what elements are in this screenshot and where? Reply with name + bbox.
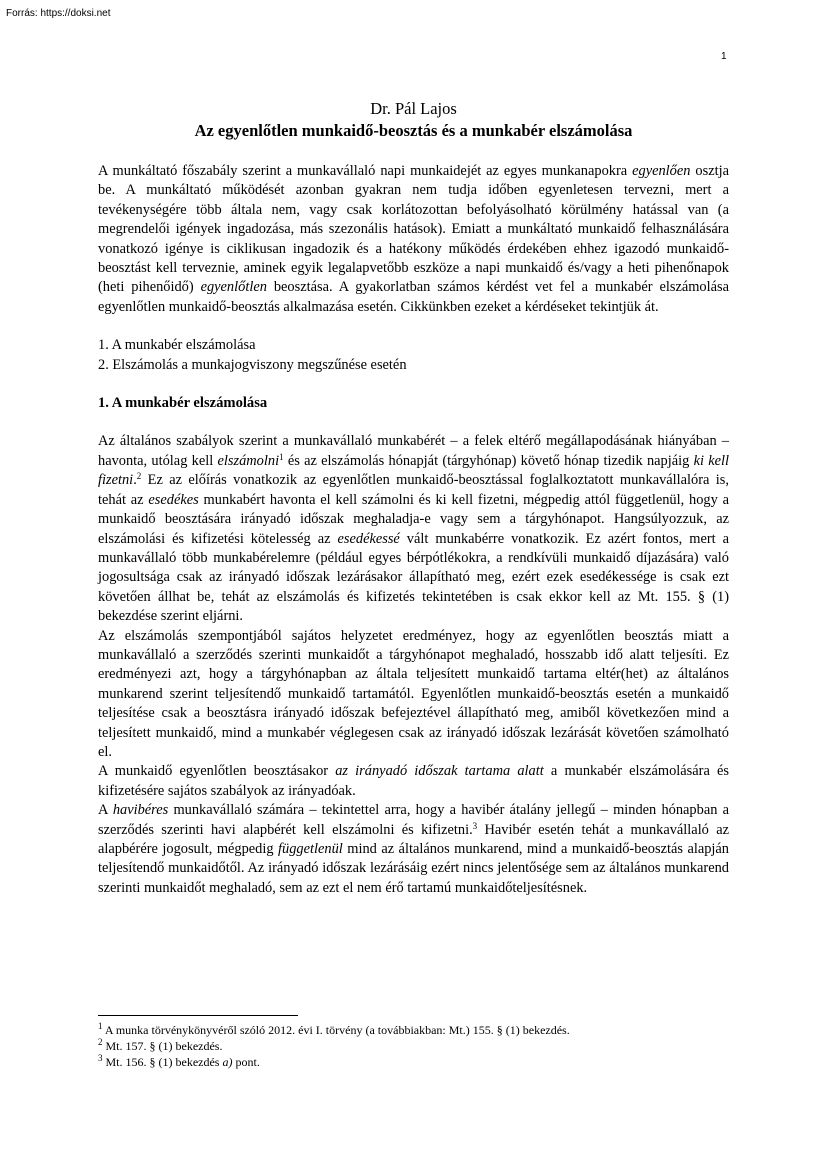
footnote-text: Mt. 156. § (1) bekezdés (102, 1055, 223, 1069)
body-paragraph (98, 762, 729, 801)
page-number: 1 (721, 51, 727, 62)
intro-paragraph (98, 162, 729, 317)
text-run: vált munkabérre vonatkozik. Ez azért fontos, mert a munkavállaló több munkabérelemre (például egyes bérpótlékokra, a rendkívüli munkaidő díjazására) való jogosultsága csak az irányadó időszak lezárásakor állapítható meg, ezért ezek esedékessége is csak ezt követően állhat be, tehát az elszámolás és kifizetés tekintetében is csak ekkor kell az Mt. 155. § (1) bekezdése szerint eljárni. (98, 530, 729, 625)
source-label[interactable]: Forrás: https://doksi.net (6, 8, 111, 19)
text-run: munkabért havonta el kell számolni és ki kell fizetni, mégpedig attól függetlenül, hogy a munkaidő beosztására irányadó időszak meghaladja-e vagy sem a tárgyhónapot. Hangsúlyozzuk, az elszámolási és kifizetési kötelesség az (98, 491, 730, 547)
text-run: a munkabér elszámolására és kifizetésére sajátos szabályok az irányadóak. (98, 763, 729, 799)
toc-item: 2. Elszámolás a munkajogviszony megszűnése esetén (98, 356, 407, 373)
footnote-ref[interactable]: 2 (136, 471, 142, 482)
footnote-text: pont. (232, 1055, 260, 1069)
footnote (98, 1054, 729, 1070)
emphasis: esedékes (148, 491, 199, 508)
emphasis: egyenlőtlen (200, 279, 267, 296)
footnote-divider (98, 1015, 298, 1016)
emphasis: ki kell fizetni (98, 452, 729, 489)
toc-item: 1. A munkabér elszámolása (98, 337, 256, 354)
spacer (98, 413, 729, 432)
emphasis: havibéres (112, 802, 169, 819)
text-run: Az általános szabályok szerint a munkavállaló munkabérét – a felek eltérő megállapodásának hiányában – havonta, utólag kell (98, 433, 729, 469)
text-run: beosztása. A gyakorlatban számos kérdést vet fel a munkabér elszámolása egyenlőtlen munkaidő-beosztás alkalmazása esetén. Cikkünkben ezeket a kérdéseket tekintjük át. (98, 279, 729, 315)
emphasis: az irányadó időszak tartama alatt (335, 763, 544, 780)
emphasis: függetlenül (278, 841, 343, 857)
footnote-text: A munka törvénykönyvéről szóló 2012. évi I. törvény (a továbbiakban: Mt.) 155. § (1) bekezdés. (102, 1023, 570, 1037)
text-run: A (98, 802, 113, 819)
spacer (98, 317, 729, 336)
body-paragraph: Az elszámolás szempontjából sajátos helyzetet eredményez, hogy az egyenlőtlen beosztás miatt a munkavállaló a szerződés szerinti munkaidőt a tárgyhónapot meghaladó, hosszabb idő alatt teljesíti. Ez eredményezi azt, hogy a tárgyhónapban az általa teljesített munkaidő tartama eltér(het) az általános munkarend szerint teljesítendő munkaidő tartamától. Egyenlőtlen munkaidő-beosztás esetén a munkaidő teljesítése csak a beosztásra irányadó időszak befejeztével állapítható meg, amiből következően mind a teljesített munkaidő, mind a munkabér véglegesen csak az irányadó időszak lezárását követően számolható el. (98, 627, 729, 760)
section-heading: 1. A munkabér elszámolása (98, 395, 268, 412)
text-run: A munkaidő egyenlőtlen beosztásakor (98, 763, 336, 780)
text-run: . (133, 472, 137, 489)
text-run: osztja be. A munkáltató működését azonban gyakran nem tudja időben egyenletesen tervezni, mert a tevékenységére több általa nem, vagy csak korlátozottan befolyásolható körülmény hatással van (a megrendelői igények ingadozása, más szezonális hatások). Emiatt a munkáltató munkaidő felhasználására vonatkozó igénye is ciklikusan ingadozik és a hatékony működés érdekében ehhez igazodó munkaidő-beosztást kell terveznie, aminek egyik legalapvetőbb eszköze a napi munkaidő és/vagy a heti pihenőnapok (heti pihenőidő) (98, 163, 729, 296)
footnote-mark: 2 (98, 1037, 103, 1047)
body-paragraph (98, 432, 729, 626)
footnote-ref[interactable]: 1 (279, 451, 284, 462)
emphasis: esedékessé (337, 530, 400, 547)
text-run: A munkáltató főszabály szerint a munkavállaló napi munkaidejét az egyes munkanapokra (98, 163, 633, 179)
footnote (98, 1022, 729, 1038)
text-run: mind az általános munkarend, mind a munkaidő-beosztás alapján teljesítendő munkaidőtől. Az irányadó időszak lezárásáig ezért nincs jelentősége sem az általános munkarend szerinti munkaidőt meghaladó, sem az ezt el nem érő tartamú munkaidőteljesítésnek. (98, 841, 729, 896)
footnote-mark: 1 (98, 1021, 103, 1031)
text-run: és az elszámolás hónapját (tárgyhónap) követő hónap tizedik napjáig (283, 452, 694, 469)
body-paragraph (98, 801, 729, 898)
text-run: Ez az előírás vonatkozik az egyenlőtlen munkaidő-beosztással foglalkoztatott munkavállalóra is, tehát az (98, 472, 729, 508)
document-title: Az egyenlőtlen munkaidő-beosztás és a munkabér elszámolása (194, 121, 633, 140)
emphasis: a) (222, 1055, 233, 1069)
footnote-text: Mt. 157. § (1) bekezdés. (102, 1039, 223, 1053)
document-body (98, 162, 729, 898)
footnote (98, 1038, 729, 1054)
text-run: Havibér esetén tehát a munkavállaló az alapbérére jogosult, mégpedig (98, 821, 730, 857)
footnote-ref[interactable]: 3 (472, 820, 478, 831)
author-name: Dr. Pál Lajos (370, 99, 457, 118)
emphasis: elszámolni (217, 452, 280, 469)
text-run: munkavállaló számára – tekintettel arra, hogy a havibér átalány jellegű – minden hónapban a szerződés szerinti havi alapbérét kell elszámolni és kifizetni. (98, 802, 729, 838)
spacer (98, 375, 729, 394)
emphasis: egyenlően (632, 163, 691, 179)
footnote-mark: 3 (98, 1053, 103, 1063)
footnotes (98, 1022, 729, 1070)
